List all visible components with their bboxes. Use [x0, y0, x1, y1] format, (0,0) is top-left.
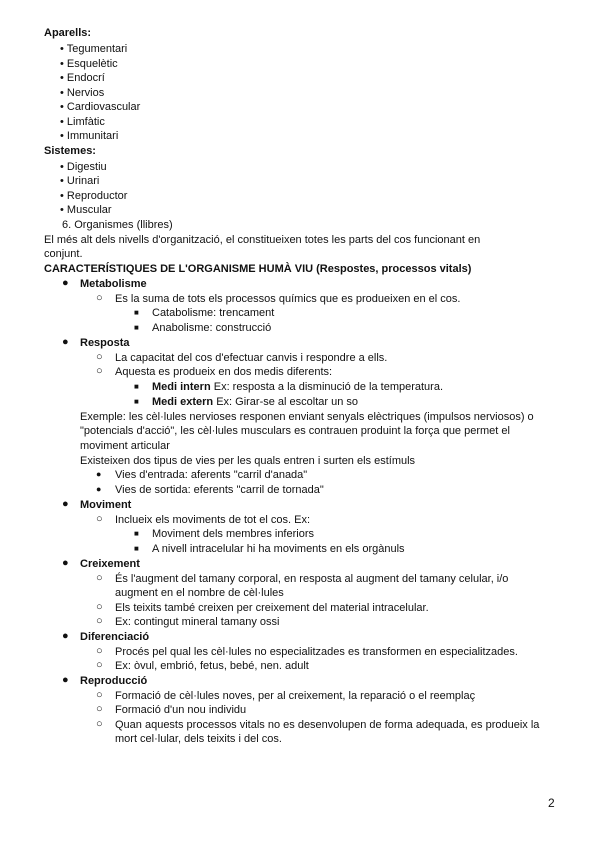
list-item: • Endocrí [60, 72, 105, 84]
sistemes-heading: Sistemes: [44, 145, 96, 157]
list-item: Quan aquests processos vitals no es desenvolupen de forma adequada, es produeix la [115, 719, 540, 731]
aparells-heading: Aparells: [44, 27, 92, 39]
bullet-icon: ○ [96, 689, 103, 701]
list-item: • Tegumentari [60, 43, 128, 55]
list-item: • Digestiu [60, 161, 107, 173]
metabolisme-title: Metabolisme [80, 278, 147, 290]
list-item: Els teixits també creixen per creixement del material intracelular. [115, 602, 429, 614]
organismes-line: 6. Organismes (llibres) [62, 219, 173, 231]
bullet-icon: ○ [96, 703, 103, 715]
list-item: Medi extern Ex: Girar-se al escoltar un so [152, 396, 359, 408]
bullet-icon: ○ [96, 351, 103, 363]
list-item: mort cel·lular, dels teixits i del cos. [115, 733, 282, 745]
bullet-icon: ■ [134, 308, 139, 317]
bullet-icon: ● [62, 498, 69, 510]
section-title: CARACTERÍSTIQUES DE L'ORGANISME HUMÀ VIU (Respostes, processos vitals) [44, 263, 472, 275]
bullet-icon: ■ [134, 323, 139, 332]
list-item: Ex: contingut mineral tamany ossi [115, 616, 280, 628]
example-line: "potencials d'acció", les cèl·lules musculars es contrauen produint la força que permet el [80, 425, 510, 437]
vies-intro: Existeixen dos tipus de vies per les quals entren i surten els estímuls [80, 455, 416, 467]
bullet-icon: ○ [96, 572, 103, 584]
bullet-icon: ● [62, 674, 69, 686]
list-item: • Cardiovascular [60, 101, 141, 113]
bullet-icon: ● [62, 336, 69, 348]
bullet-icon: ○ [96, 615, 103, 627]
bullet-icon: ■ [134, 382, 139, 391]
bullet-icon: ○ [96, 659, 103, 671]
intro-line: conjunt. [44, 248, 83, 260]
list-item: Anabolisme: construcció [152, 322, 272, 334]
bullet-icon: ○ [96, 718, 103, 730]
creixement-title: Creixement [80, 558, 140, 570]
list-item: • Limfàtic [60, 116, 105, 128]
list-item: Vies d'entrada: aferents "carril d'anada" [115, 469, 308, 481]
list-item: A nivell intracelular hi ha moviments en els orgànuls [152, 543, 405, 555]
list-item: • Muscular [60, 204, 112, 216]
bullet-icon: ● [62, 630, 69, 642]
moviment-title: Moviment [80, 499, 132, 511]
list-item: Medi intern Ex: resposta a la disminució de la temperatura. [152, 381, 444, 393]
bullet-icon: ● [62, 277, 69, 289]
list-item: augment en el nombre de cèl·lules [115, 587, 284, 599]
example-line: Exemple: les cèl·lules nervioses responen enviant senyals elèctriques (impulsos nerviosos) o [80, 411, 534, 423]
list-item: Inclueix els moviments de tot el cos. Ex: [115, 514, 311, 526]
bullet-icon: ● [96, 469, 102, 479]
bullet-icon: ■ [134, 529, 139, 538]
list-item: • Urinari [60, 175, 100, 187]
bullet-icon: ○ [96, 601, 103, 613]
bullet-icon: ● [96, 484, 102, 494]
list-item: Aquesta es produeix en dos medis diferents: [115, 366, 333, 378]
list-item: Es la suma de tots els processos químics que es produeixen en el cos. [115, 293, 461, 305]
bullet-icon: ○ [96, 513, 103, 525]
bullet-icon: ■ [134, 544, 139, 553]
diferenciacio-title: Diferenciació [80, 631, 150, 643]
resposta-title: Resposta [80, 337, 130, 349]
list-item: • Nervios [60, 87, 105, 99]
list-item: • Immunitari [60, 130, 119, 142]
list-item: La capacitat del cos d'efectuar canvis i respondre a ells. [115, 352, 388, 364]
bullet-icon: ○ [96, 365, 103, 377]
bullet-icon: ● [62, 557, 69, 569]
page-number: 2 [548, 796, 555, 810]
list-item: Formació d'un nou individu [115, 704, 247, 716]
list-item: Moviment dels membres inferiors [152, 528, 314, 540]
intro-line: El més alt dels nivells d'organització, el constitueixen totes les parts del cos funcionant en [44, 234, 481, 246]
list-item: • Esquelètic [60, 58, 118, 70]
list-item: És l'augment del tamany corporal, en resposta al augment del tamany celular, i/o [115, 573, 509, 585]
example-line: moviment articular [80, 440, 170, 452]
reproduccio-title: Reproducció [80, 675, 148, 687]
list-item: • Reproductor [60, 190, 128, 202]
bullet-icon: ■ [134, 397, 139, 406]
list-item: Vies de sortida: eferents "carril de tornada" [115, 484, 324, 496]
bullet-icon: ○ [96, 645, 103, 657]
list-item: Procés pel qual les cèl·lules no especialitzades es transformen en especialitzades. [115, 646, 518, 658]
list-item: Formació de cèl·lules noves, per al creixement, la reparació o el reemplaç [115, 690, 476, 702]
bullet-icon: ○ [96, 292, 103, 304]
list-item: Catabolisme: trencament [152, 307, 275, 319]
list-item: Ex: òvul, embrió, fetus, bebé, nen. adult [115, 660, 309, 672]
